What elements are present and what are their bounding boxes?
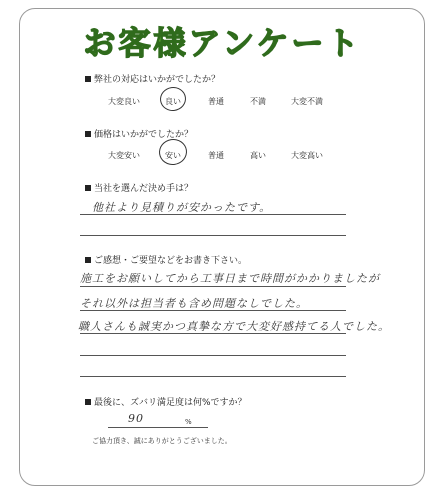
service-option-very-good[interactable]: 大変良い bbox=[108, 97, 140, 106]
answer-line bbox=[80, 286, 346, 287]
survey-title: お客様アンケート bbox=[83, 24, 362, 62]
price-option-very-expensive[interactable]: 大変高い bbox=[291, 151, 323, 160]
answer-line bbox=[80, 214, 346, 215]
answer-line bbox=[80, 235, 346, 236]
service-option-dissatisfied[interactable]: 不満 bbox=[250, 97, 266, 106]
service-option-very-dissatisfied[interactable]: 大変不満 bbox=[291, 97, 323, 106]
service-option-good[interactable]: 良い bbox=[165, 97, 181, 106]
comment-line-1[interactable]: 施工をお願いしてから工事日まで時間がかかりましたが bbox=[80, 272, 380, 285]
deciding-factor-answer[interactable]: 他社より見積りが安かったです。 bbox=[92, 201, 272, 214]
question-service bbox=[85, 72, 220, 85]
comment-line-3[interactable]: 職人さんも誠実かつ真摯な方で大変好感持てる人でした。 bbox=[78, 320, 390, 333]
question-comments bbox=[85, 253, 247, 266]
question-satisfaction bbox=[85, 395, 247, 408]
square-bullet-icon bbox=[85, 399, 91, 405]
price-option-normal[interactable]: 普通 bbox=[208, 151, 224, 160]
price-option-very-cheap[interactable]: 大変安い bbox=[108, 151, 140, 160]
question-deciding-factor bbox=[85, 181, 193, 194]
question-price-label: 価格はいかがでしたか？ bbox=[94, 130, 194, 140]
price-options bbox=[0, 150, 445, 164]
answer-line bbox=[80, 376, 346, 377]
price-option-cheap[interactable]: 安い bbox=[165, 151, 181, 160]
thank-you-note: ご協力頂き、誠にありがとうございました。 bbox=[92, 437, 232, 445]
service-options bbox=[0, 96, 445, 110]
square-bullet-icon bbox=[85, 185, 91, 191]
square-bullet-icon bbox=[85, 76, 91, 82]
satisfaction-line bbox=[108, 427, 208, 428]
answer-line bbox=[80, 355, 346, 356]
question-service-label: 弊社の対応はいかがでしたか？ bbox=[94, 75, 221, 85]
comment-line-2[interactable]: それ以外は担当者も含め問題なしでした。 bbox=[80, 297, 308, 310]
square-bullet-icon bbox=[85, 131, 91, 137]
question-deciding-factor-label: 当社を選んだ決め手は？ bbox=[94, 184, 194, 194]
price-option-expensive[interactable]: 高い bbox=[250, 151, 266, 160]
answer-line bbox=[80, 333, 346, 334]
satisfaction-answer[interactable]: 90 bbox=[128, 412, 144, 425]
question-comments-label: ご感想・ご要望などをお書き下さい。 bbox=[94, 256, 248, 266]
answer-line bbox=[80, 310, 346, 311]
survey-sheet bbox=[19, 8, 425, 486]
question-satisfaction-label: 最後に、ズバリ満足度は何%ですか？ bbox=[94, 398, 247, 408]
percent-unit: % bbox=[185, 418, 192, 426]
question-price bbox=[85, 127, 193, 140]
square-bullet-icon bbox=[85, 257, 91, 263]
service-option-normal[interactable]: 普通 bbox=[208, 97, 224, 106]
